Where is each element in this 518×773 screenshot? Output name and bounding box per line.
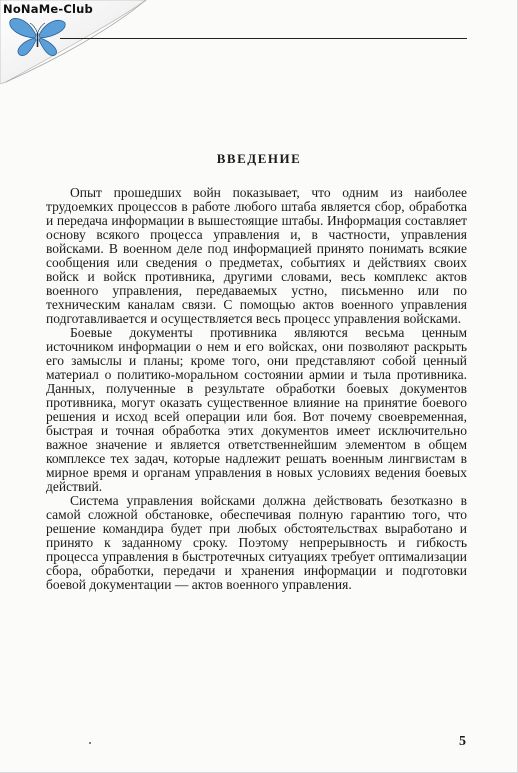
body-text <box>46 186 467 592</box>
page-number: 5 <box>459 734 466 749</box>
butterfly-icon <box>8 13 68 59</box>
watermark-text: NoNaMe-Club <box>3 2 93 16</box>
paragraph-1: Опыт прошедших войн показывает, что одним из наиболее трудоемких процессов в работе любого штаба является сбор, обработка и передача информации в вышестоящие штабы. Информация составляет основу всякого процесса управления и, в частности, управления войсками. В военном деле под информацией принято понимать всякие сообщения или сведения о предметах, событиях и действиях своих войск и войск противника, другими словами, весь комплекс актов военного управления, передаваемых устно, письменно или по техническим каналам связи. С помощью актов военного управления подготавливается и осуществляется весь процесс управления войсками. <box>46 185 467 326</box>
scan-speck <box>89 742 91 744</box>
chapter-title: ВВЕДЕНИЕ <box>216 151 302 166</box>
top-rule <box>60 38 467 39</box>
paragraph-2: Боевые документы противника являются весьма ценным источником информации о нем и его войсках, они позволяют раскрыть его замыслы и планы; кроме того, они представляют собой ценный материал о политико-моральном состоянии армии и тыла противника. Данных, полученные в результате обработки боевых документов противника, могут оказать существенное влияние на принятие боевого решения и исход всей операции или боя. Вот почему своевременная, быстрая и точная обработка этих документов имеет исключительно важное значение и является ответственнейшим элементом в общем комплексе тех задач, которые надлежит решать военным лингвистам в мирное время и органам управления в новых условиях ведения боевых действий. <box>46 325 467 494</box>
paragraph-3: Система управления войсками должна действовать безотказно в самой сложной обстановке, обеспечивая полную гарантию того, что решение командира будет при любых обстоятельствах выработано и принято к заданному сроку. Поэтому непрерывность и гибкость процесса управления в быстротечных ситуациях требует оптимализации сбора, обработки, передачи и хранения информации и подготовки боевой документации — актов военного управления. <box>46 493 467 592</box>
watermark-corner <box>0 0 150 84</box>
